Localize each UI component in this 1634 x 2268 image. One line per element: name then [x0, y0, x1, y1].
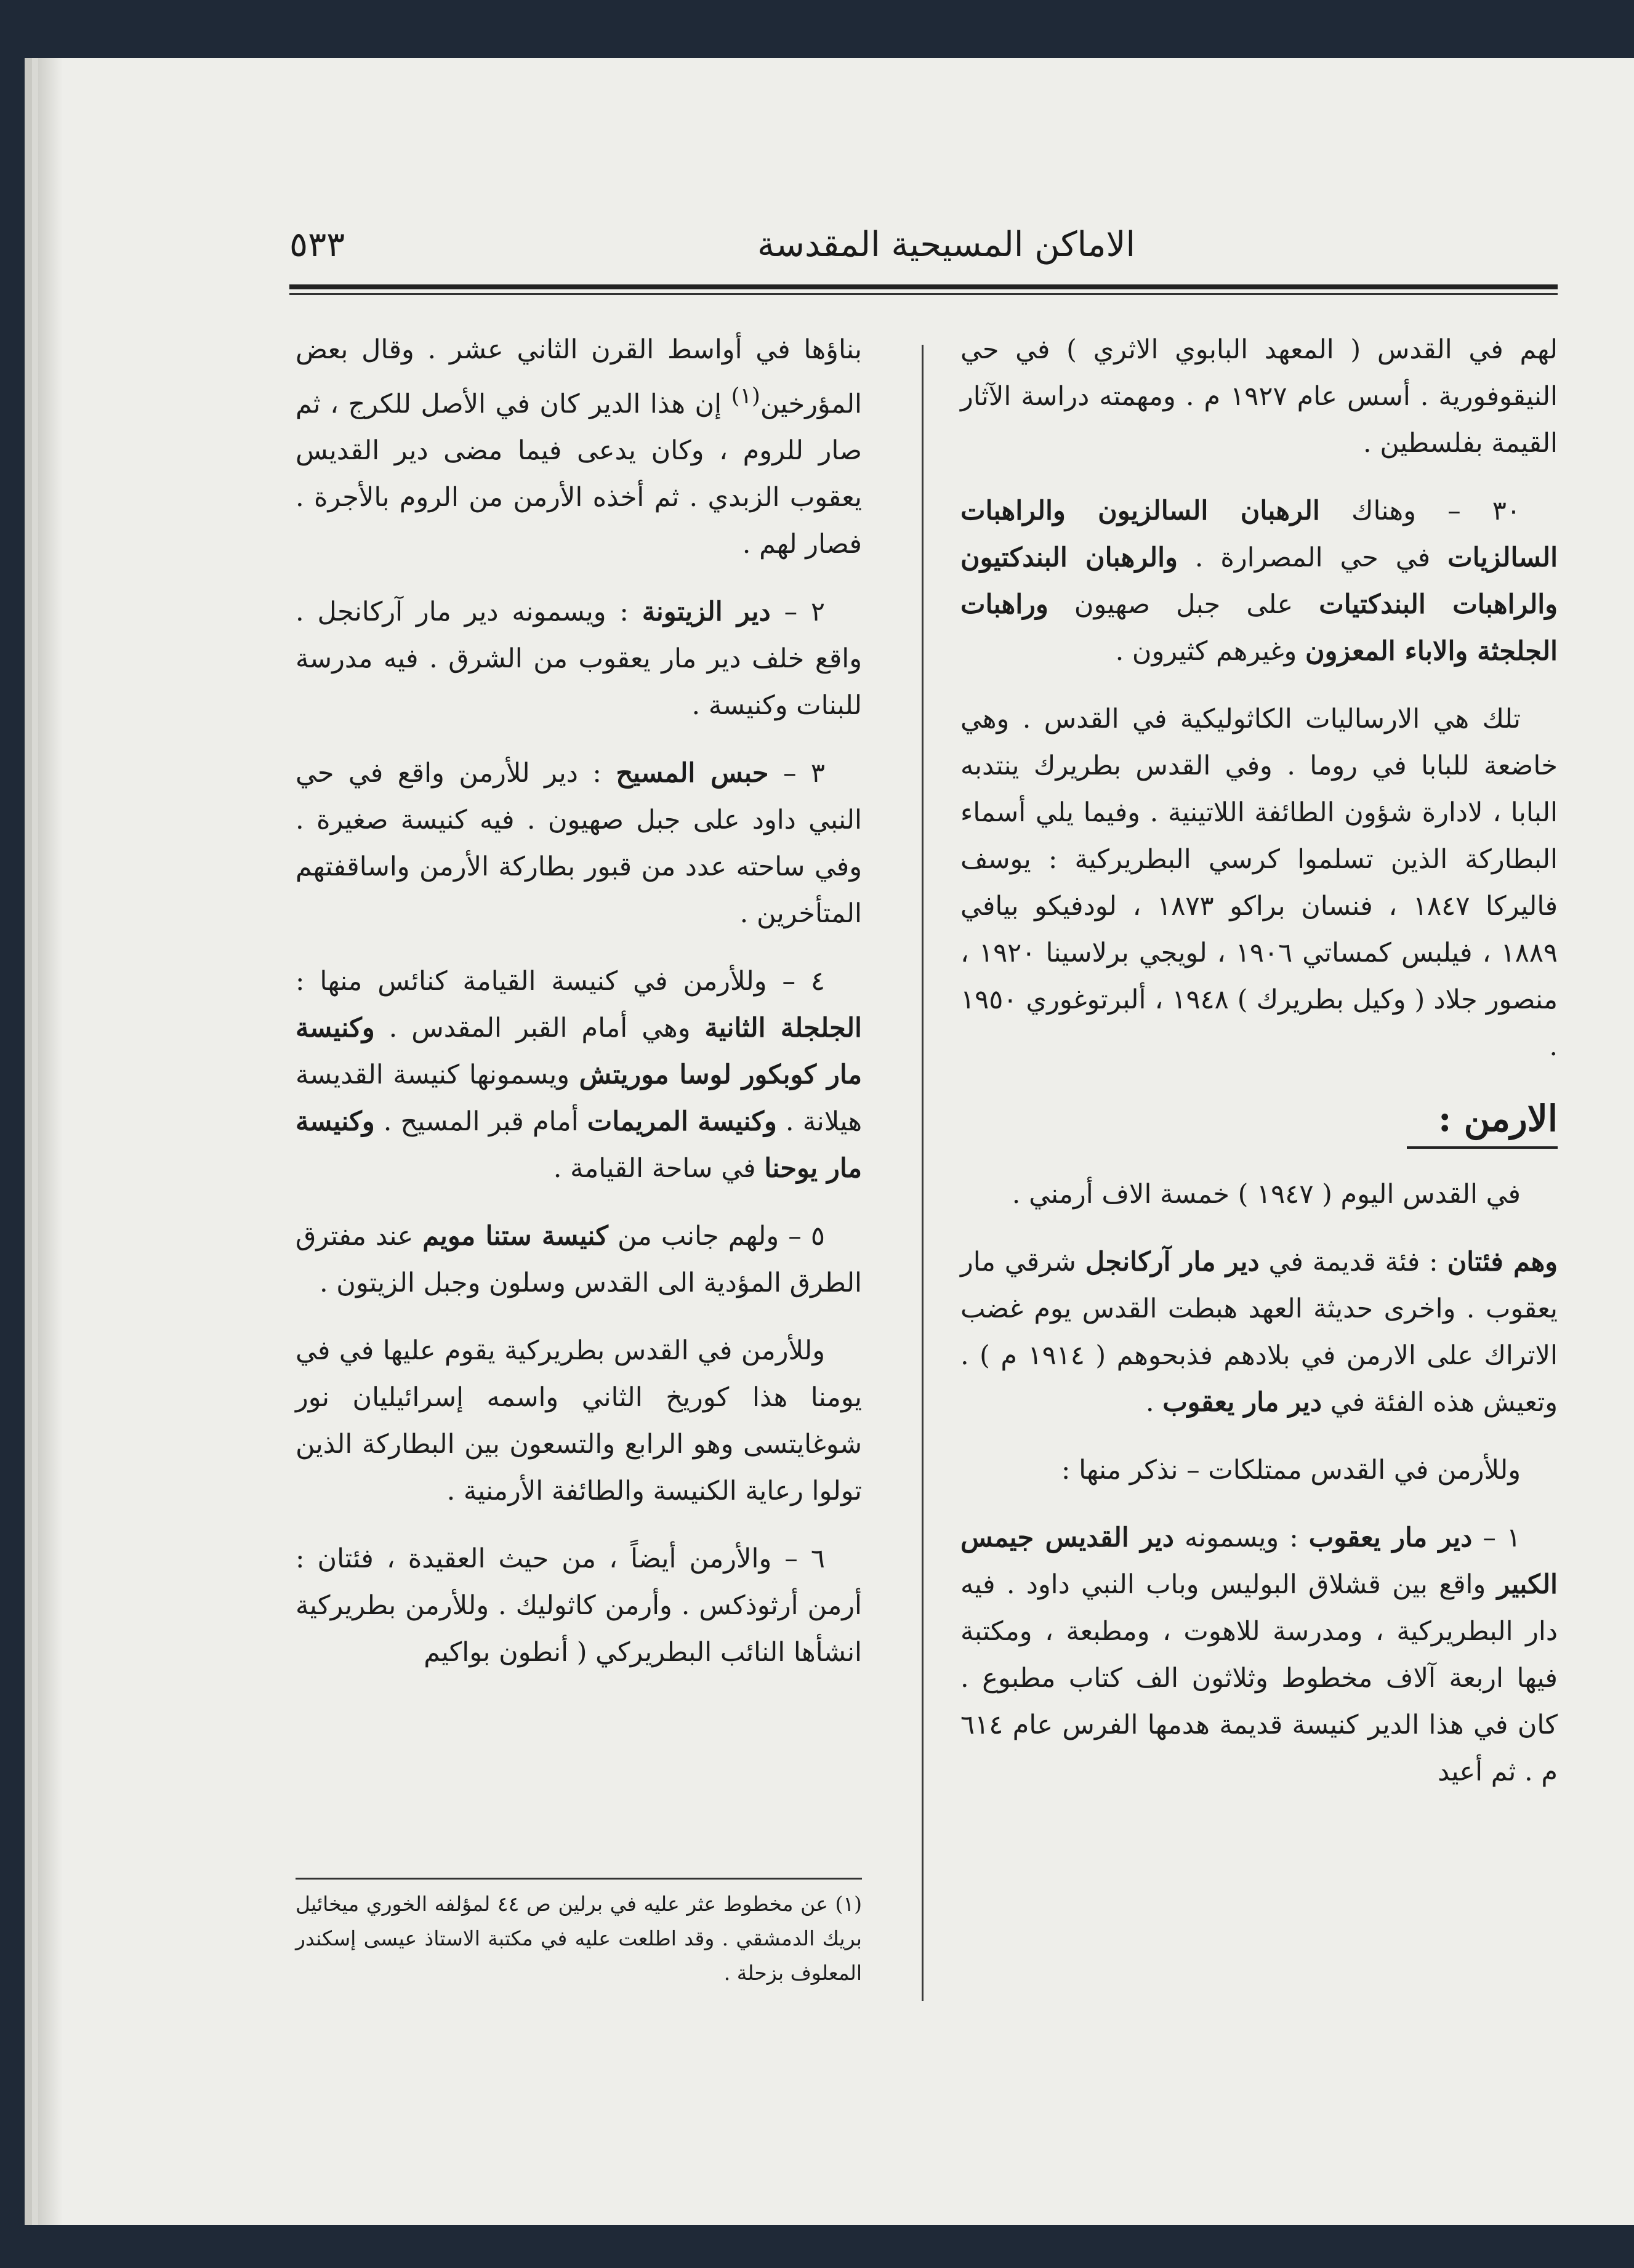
paragraph-item-1: [960, 1514, 1558, 1795]
paragraph-salesians: [960, 488, 1558, 675]
text: عند مفترق الطرق المؤدية الى القدس وسلون وجبل الزيتون .: [296, 1221, 862, 1299]
paragraph: [960, 1171, 1558, 1218]
bold-term: دير القديس جيمس الكبير: [960, 1522, 1558, 1600]
bold-term: وراهبات الجلجثة والاباء المعزون: [960, 589, 1558, 667]
text: : فئة قديمة في: [1268, 1247, 1438, 1277]
paragraph-patriarchs: [960, 696, 1558, 1070]
left-column: [296, 326, 862, 1697]
footnote-text: (١) عن مخطوط عثر عليه في برلين ص ٤٤ لمؤلفه الخوري ميخائيل بريك الدمشقي . وقد اطلعت عليه في مكتبة الاستاذ عيسى إسكندر المعلوف بزحلة .: [296, 1892, 862, 1985]
text: وهي أمام القبر المقدس .: [388, 1013, 691, 1044]
bold-term: والرهبان البندكتيون والراهبات البندكتيات: [960, 542, 1558, 620]
text: في ساحة القيامة .: [553, 1153, 756, 1184]
bold-term: وكنيسة مار يوحنا: [296, 1106, 862, 1184]
bold-term: وكنيسة مار كوبكور لوسا موريتش: [296, 1013, 862, 1091]
bold-term: حبس المسيح: [616, 758, 769, 789]
footnote-ref: (١): [731, 384, 760, 409]
paragraph: [960, 1447, 1558, 1494]
text: : دير للأرمن واقع في حي النبي داود على جبل صهيون . فيه كنيسة صغيرة . وفي ساحته عدد من قبور بطاركة الأرمن واساقفتهم المتأخرين .: [296, 758, 862, 930]
text: في القدس اليوم ( ١٩٤٧ ) خمسة الاف أرمني .: [1012, 1179, 1521, 1210]
bold-term: دير مار يعقوب: [1308, 1522, 1473, 1553]
text: ٥ –: [788, 1221, 826, 1252]
text: ٣٠ – وهناك: [1351, 496, 1521, 526]
text: ٢ –: [784, 597, 826, 628]
text: : ويسمونه دير مار آركانجل . واقع خلف دير مار يعقوب من الشرق . فيه مدرسة للبنات وكنيسة .: [296, 597, 862, 722]
text: أمام قبر المسيح .: [383, 1106, 579, 1138]
paragraph-two-groups: [960, 1239, 1558, 1426]
paragraph: [296, 326, 862, 568]
paragraph-item-5: [296, 1213, 862, 1306]
text: ١ –: [1483, 1522, 1521, 1553]
bold-term: وهم فئتان: [1447, 1247, 1558, 1277]
paragraph: [296, 1327, 862, 1514]
text: تلك هي الارساليات الكاثوليكية في القدس . وهي خاضعة للبابا في روما . وفي القدس بطريرك ينتدبه البابا ، لادارة شؤون الطائفة اللاتينية . وفيما يلي أسماء البطاركة الذين تسلموا كرسي البطريركية : يوسف فاليركا ١٨٤٧ ، فنسان براكو ١٨٧٣ ، لودفيكو بيافي ١٨٨٩ ، فيلبس كمساتي ١٩٠٦ ، لويجي برلاسينا ١٩٢٠ ، منصور جلاد ( وكيل بطريرك ) ١٩٤٨ ، ألبرتوغوري ١٩٥٠ .: [960, 704, 1558, 1062]
bold-term: وكنيسة المريمات: [587, 1106, 777, 1138]
bold-term: الرهبان السالزيون والراهبات السالزيات: [960, 496, 1558, 573]
footnote: [296, 1887, 862, 1990]
column-divider: [922, 345, 924, 2001]
text: .: [1145, 1387, 1154, 1418]
paragraph: [960, 326, 1558, 467]
footnote-rule: [296, 1878, 862, 1880]
paragraph-item-2: [296, 589, 862, 729]
text: لهم في القدس ( المعهد البابوي الاثري ) في حي النيقوفورية . أسس عام ١٩٢٧ م . ومهمته دراسة الآثار القيمة بفلسطين .: [960, 334, 1558, 459]
text: في حي المصرارة .: [1194, 542, 1431, 573]
text: واقع بين قشلاق البوليس وباب النبي داود . فيه دار البطريركية ، ومدرسة للاهوت ، ومطبعة ، ومكتبة فيها اربعة آلاف مخطوط وثلاثون الف كتاب مطبوع . كان في هذا الدير كنيسة قديمة هدمها الفرس عام ٦١٤ م . ثم أعيد: [960, 1569, 1558, 1787]
text: بناؤها في أواسط القرن الثاني عشر . وقال بعض المؤرخين: [296, 334, 862, 420]
text: وللأرمن في القدس ممتلكات – نذكر منها :: [1061, 1455, 1521, 1486]
page-header: [289, 225, 1558, 268]
text: على جبل صهيون: [1074, 589, 1294, 620]
bold-term: دير الزيتونة: [642, 597, 771, 628]
text: ولهم جانب من: [618, 1221, 779, 1252]
paragraph-item-6: [296, 1535, 862, 1676]
section-heading-armenians: الارمن :: [1438, 1098, 1558, 1140]
header-rule: [289, 284, 1558, 289]
text: ويسمونها كنيسة القديسة هيلانة .: [296, 1060, 863, 1138]
running-title: الاماكن المسيحية المقدسة: [757, 225, 1136, 265]
header-rule-thin: [289, 293, 1558, 295]
heading-underline: [1407, 1146, 1558, 1149]
bold-term: دير مار آركانجل: [1085, 1247, 1260, 1277]
text: ٦ – والأرمن أيضاً ، من حيث العقيدة ، فئتان : أرمن أرثوذكس . وأرمن كاثوليك . وللأرمن بطريركية انشأها النائب البطريركي ( أنطون بواكيم: [296, 1543, 862, 1668]
page-gutter: [38, 58, 63, 2225]
text: وللأرمن في القدس بطريركية يقوم عليها في في يومنا هذا كوريخ الثاني واسمه إسرائيليان نور شوغايتسى وهو الرابع والتسعون بين البطاركة الذين تولوا رعاية الكنيسة والطائفة الأرمنية .: [296, 1335, 862, 1507]
paragraph-item-4: [296, 958, 862, 1192]
right-column: [960, 326, 1558, 1816]
bold-term: الجلجلة الثانية: [704, 1013, 862, 1044]
bold-term: كنيسة ستنا مويم: [422, 1221, 608, 1252]
text: ٣ –: [783, 758, 826, 789]
text: شرقي مار يعقوب . واخرى حديثة العهد هبطت القدس يوم غضب الاتراك على الارمن في بلادهم فذبحوهم ( ١٩١٤ م ) . وتعيش هذه الفئة في: [960, 1247, 1558, 1418]
page-number: ٥٣٣: [289, 225, 345, 265]
text: ٤ –: [782, 966, 826, 997]
paragraph-item-3: [296, 750, 862, 937]
bold-term: دير مار يعقوب: [1162, 1387, 1322, 1418]
text: وغيرهم كثيرون .: [1115, 636, 1297, 667]
text: وللأرمن في كنيسة القيامة كنائس منها :: [296, 966, 767, 997]
text: : ويسمونه: [1184, 1522, 1298, 1553]
text: إن هذا الدير كان في الأصل للكرج ، ثم صار للروم ، وكان يدعى فيما مضى دير القديس يعقوب الزبدي . ثم أخذه الأرمن من الروم بالأجرة . فصار لهم .: [296, 388, 862, 560]
